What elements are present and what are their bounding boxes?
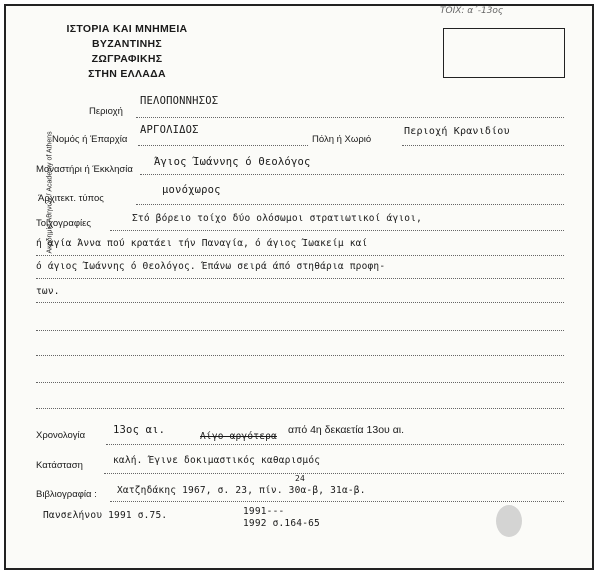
corner-handwritten-note: ΤΟΙΧ: α΄-13ος [440,6,504,16]
frescoes-rule-4 [36,302,564,303]
bibliography-line-1: Χατζηδάκης 1967, σ. 23, πίν. 30α-β, 31α-β. [117,485,366,496]
blank-rule-3 [36,382,564,383]
arch-type-label: Άρχιτεκτ. τύπος [38,193,104,204]
arch-type-line [136,204,564,205]
condition-line [104,473,564,474]
prefecture-value: ΑΡΓΟΛΙΔΟΣ [140,124,199,136]
reference-box [443,28,565,78]
header-line-2: ΒΥΖΑΝΤΙΝΗΣ ΖΩΓΡΑΦΙΚΗΣ [91,38,163,65]
bibliography-line-2b: 1991--- [243,506,285,517]
condition-value: καλή. Έγινε δοκιμαστικός καθαρισμός [113,455,321,466]
bibliography-label: Βιβλιογραφία : [36,489,97,500]
bibliography-line-2c: 1992 σ.164-65 [243,518,320,529]
dating-value: 13ος αι. [113,424,166,436]
bibliography-superscript: 24 [295,474,306,483]
frescoes-line-3: ό άγιος Ίωάννης ό Θεολόγος. Έπάνω σειρά άπό στηθάρια προφη- [36,261,386,272]
frescoes-line-1: Στό βόρειο τοίχο δύο ολόσωμοι στρατιωτικοί άγιοι, [132,213,423,224]
frescoes-rule-3 [36,278,564,279]
bibliography-rule [110,501,564,502]
monastery-line [140,174,564,175]
prefecture-line [138,145,308,146]
monastery-value: Άγιος Ίωάννης ό Θεολόγος [154,156,311,168]
condition-label: Κατάσταση [36,460,83,471]
region-value: ΠΕΛΟΠΟΝΝΗΣΟΣ [140,95,219,107]
frescoes-line-2: ή αγία Άννα πού κρατάει τήν Παναγία, ό άγιος Ίωακείμ καί [36,238,368,249]
frescoes-line-4: των. [36,286,60,297]
bibliography-line-2: Πανσελήνου 1991 σ.75. [43,510,168,521]
blank-rule-1 [36,330,564,331]
blank-rule-2 [36,355,564,356]
dating-crossed-out: Λίγο αργότερα [200,431,277,442]
town-label: Πόλη ή Χωριό [312,134,372,145]
dating-label: Χρονολογία [36,430,86,441]
town-value: Περιοχή Κρανιδίου [404,126,510,137]
archive-stamp [496,505,522,537]
header-line-1: ΙΣΤΟΡΙΑ ΚΑΙ ΜΝΗΜΕΙΑ [66,23,188,35]
card-header [62,22,192,82]
town-line [402,145,564,146]
arch-type-value: μονόχωρος [162,184,221,196]
frescoes-label: Τοιχογραφίες [36,218,91,229]
region-label: Περιοχή [89,106,123,117]
monastery-label: Μοναστήρι ή Έκκλησία [36,164,133,175]
region-line [136,117,564,118]
frescoes-rule-2 [36,255,564,256]
prefecture-label: Νομός ή Έπαρχία [52,134,128,145]
side-archive-note: Ακαδημία Αθηνών / Academy of Athens [46,131,54,254]
dating-extra: από 4η δεκαετία 13ου αι. [288,424,405,436]
header-line-3: ΣΤΗΝ ΕΛΛΑΔΑ [88,68,166,80]
dating-line [106,444,564,445]
blank-rule-4 [36,408,564,409]
frescoes-rule-1 [110,230,564,231]
